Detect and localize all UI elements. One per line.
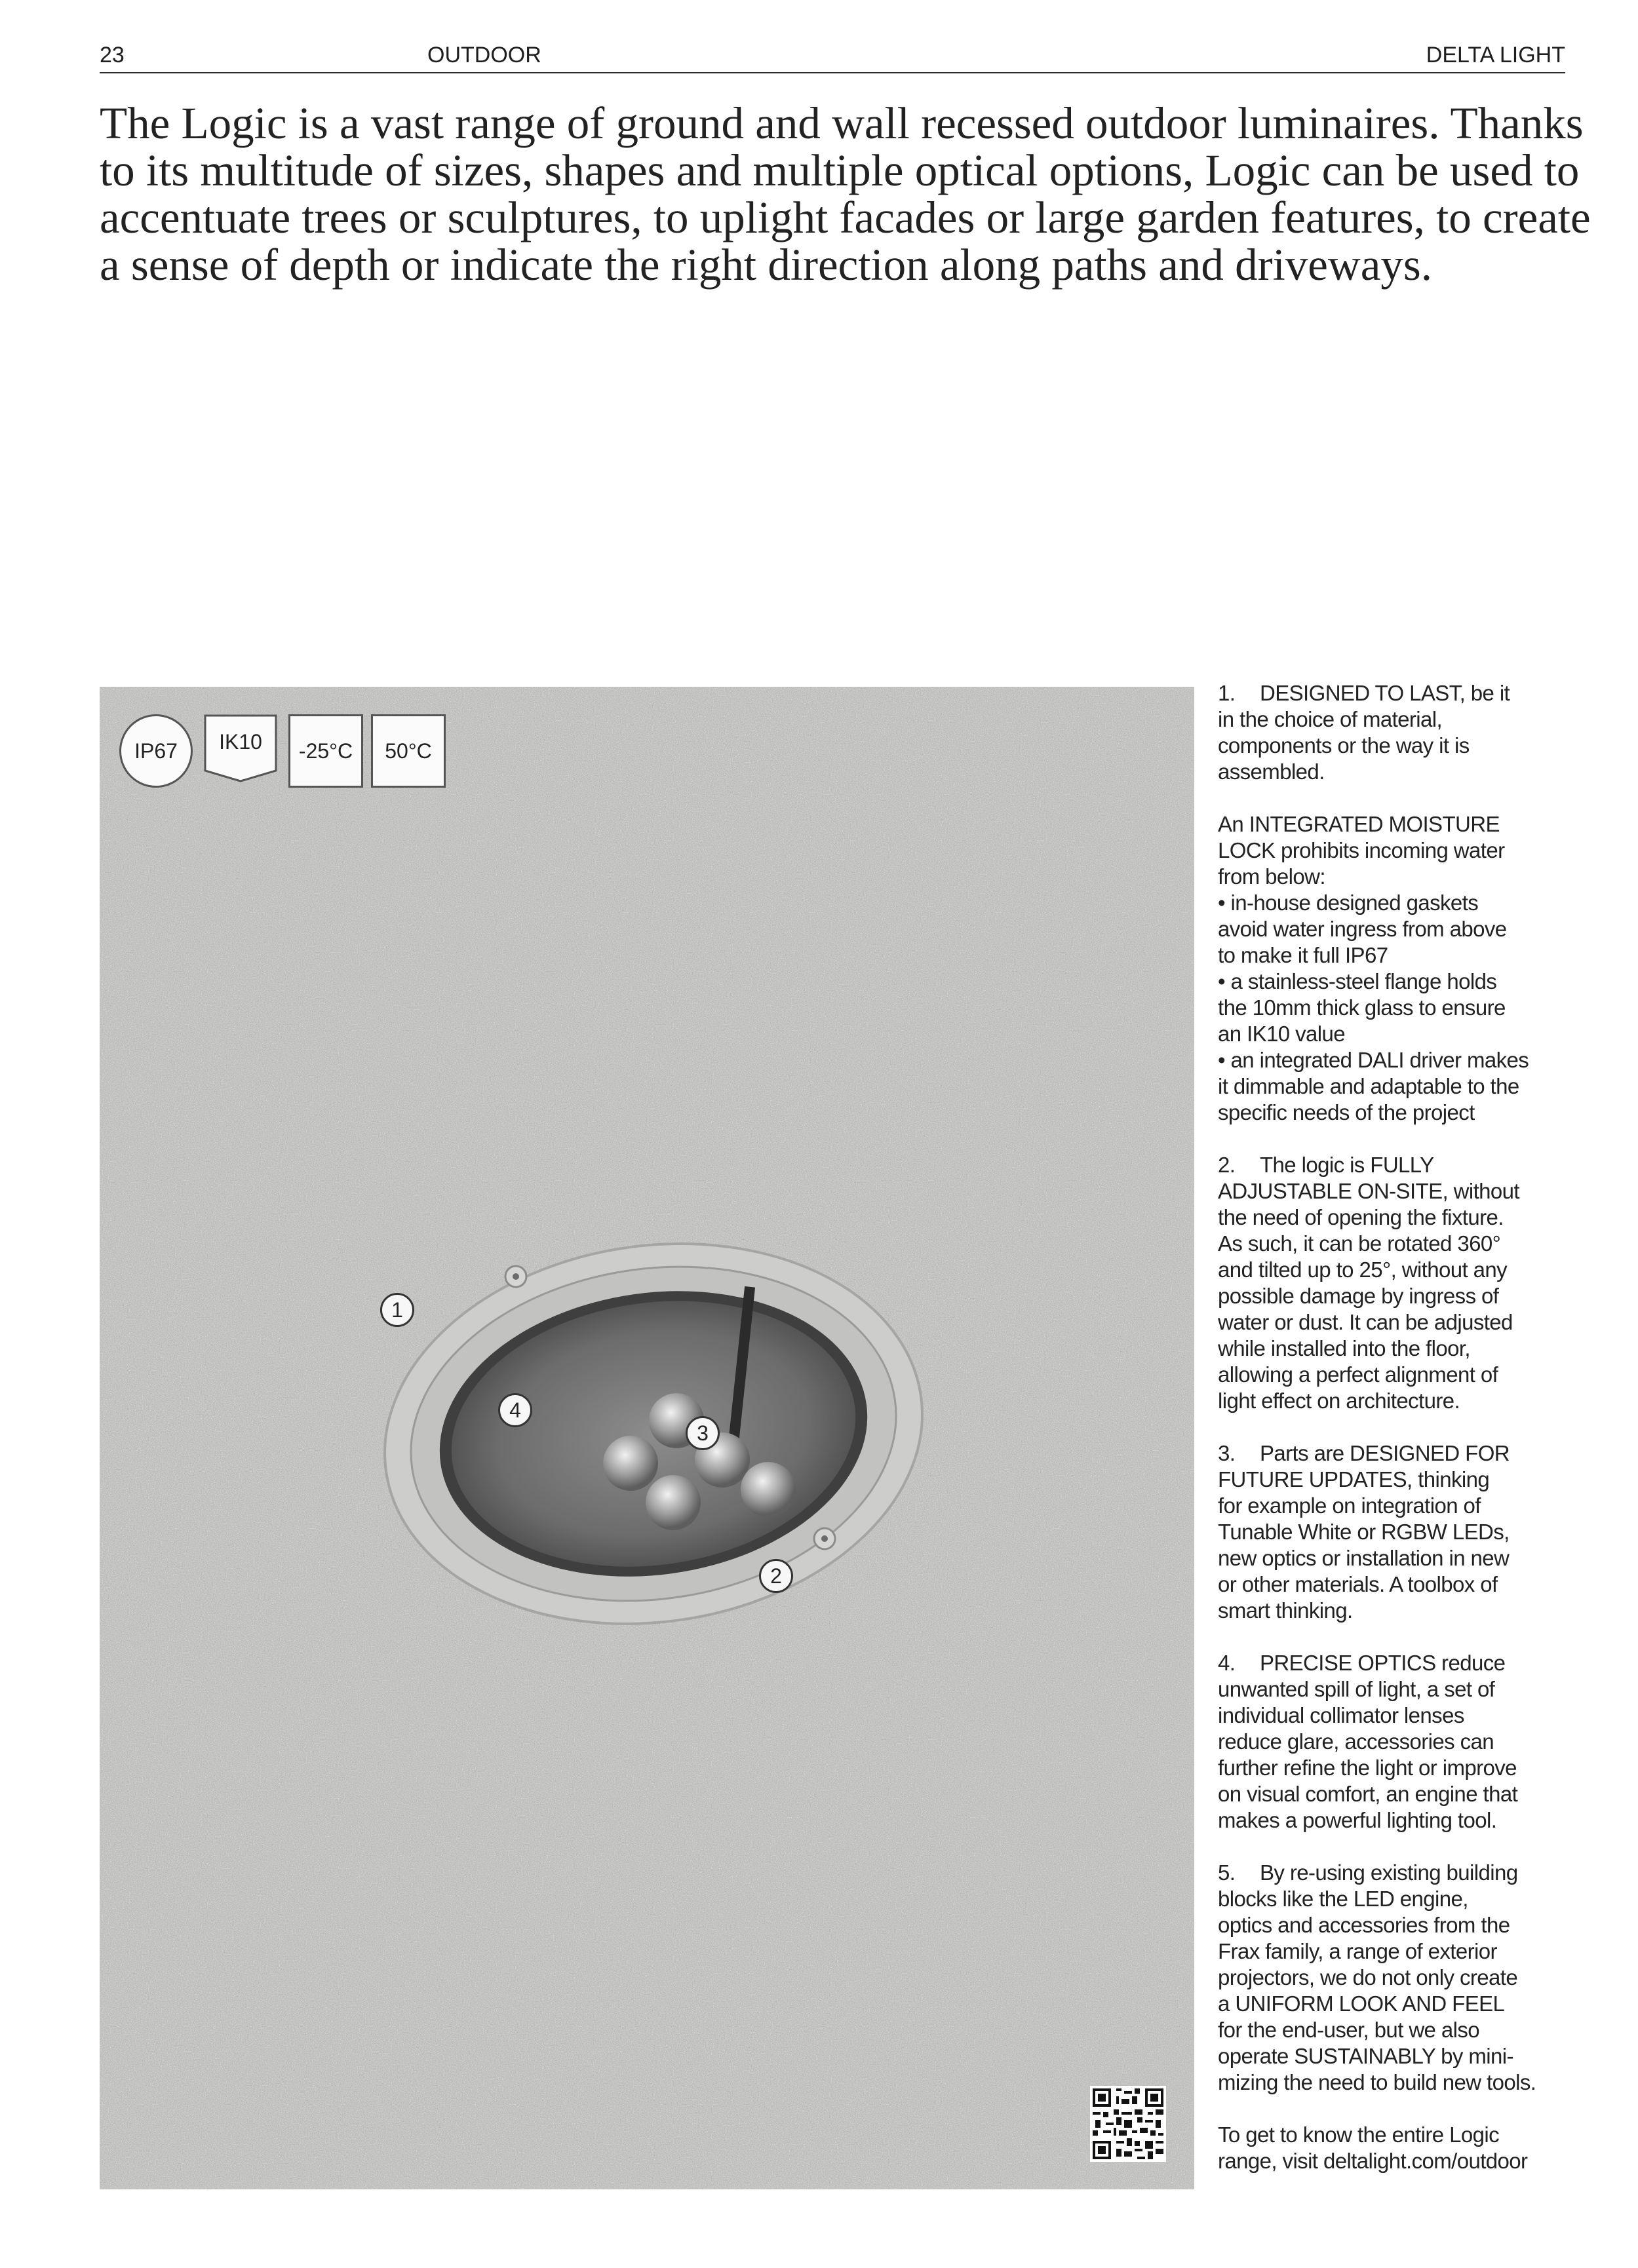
header-divider (100, 72, 1565, 73)
feature-text: By re-using existing building blocks like the LED engine, optics and accessories from the Frax family, a range of exterior projectors, we do not only create a UNIFORM LOOK AND FEEL for the end-user, but we also operate SUSTAINABLY by mini- mizing the need to build new tools. (1218, 1860, 1536, 2094)
intro-line: accentuate trees or sculptures, to uplight facades or large garden features, to create (100, 193, 1591, 242)
max-temperature-label: 50°C (385, 739, 432, 763)
min-temperature-badge (288, 714, 363, 788)
qr-code[interactable] (1090, 2086, 1166, 2162)
ip-rating-badge (119, 714, 193, 788)
feature-text: Parts are DESIGNED FOR FUTURE UPDATES, thinking for example on integration of Tunable White or RGBW LEDs, new optics or installation in new or other materials. A toolbox of smart thinking. (1218, 1441, 1510, 1623)
qr-code-icon (1090, 2086, 1166, 2162)
callout-1: 1 (380, 1293, 414, 1327)
feature-item (1218, 1860, 1572, 2096)
product-photo (100, 687, 1194, 2189)
feature-text: PRECISE OPTICS reduce unwanted spill of light, a set of individual collimator lenses reduce glare, accessories can further refine the light or improve on visual comfort, an engine that makes a powerful lighting tool. (1218, 1651, 1518, 1832)
page-number: 23 (100, 43, 125, 67)
intro-paragraph (100, 98, 1591, 290)
min-temperature-label: -25°C (298, 739, 353, 763)
feature-item (1218, 1650, 1572, 1834)
feature-number: 1. (1218, 681, 1236, 705)
max-temperature-badge (371, 714, 446, 788)
feature-number: 4. (1218, 1651, 1236, 1675)
intro-line: to its multitude of sizes, shapes and multiple optical options, Logic can be used to (100, 145, 1580, 195)
feature-item (1218, 1440, 1572, 1624)
intro-line: The Logic is a vast range of ground and wall recessed outdoor luminaires. Thanks (100, 98, 1584, 148)
section-label: OUTDOOR (427, 43, 541, 67)
feature-text: DESIGNED TO LAST, be it in the choice of material, components or the way it is assembled. (1218, 681, 1510, 784)
feature-text: An INTEGRATED MOISTURE LOCK prohibits incoming water from below: • in-house designed gaskets avoid water ingress from above to make it full IP67 • a stainless-steel flange holds the 10mm thick glass to ensure an IK10 value • an integrated DALI driver makes it dimmable and adaptable to the specific needs of the project (1218, 812, 1529, 1124)
feature-item (1218, 811, 1572, 1126)
intro-line: a sense of depth or indicate the right direction along paths and driveways. (100, 240, 1432, 290)
callout-3: 3 (686, 1416, 720, 1450)
callout-2: 2 (759, 1559, 793, 1593)
feature-item (1218, 680, 1572, 785)
feature-item (1218, 1152, 1572, 1414)
ik-rating-badge (204, 714, 277, 782)
ik-rating-label: IK10 (219, 729, 262, 754)
callout-4: 4 (498, 1393, 532, 1427)
website-text: To get to know the entire Logic range, visit deltalight.com/outdoor (1218, 2123, 1528, 2173)
feature-text: The logic is FULLY ADJUSTABLE ON-SITE, without the need of opening the fixture. As such, it can be rotated 360° and tilted up to 25°, without any possible damage by ingress of water or dust. It can be adjusted while installed into the floor, allowing a perfect alignment of light effect on architecture. (1218, 1153, 1519, 1413)
product-photo-illustration (100, 687, 1194, 2189)
feature-number: 2. (1218, 1153, 1236, 1177)
ip-rating-label: IP67 (134, 739, 178, 763)
brand-name: DELTA LIGHT (1426, 43, 1565, 67)
feature-number: 5. (1218, 1860, 1236, 1885)
website-note (1218, 2122, 1572, 2174)
feature-number: 3. (1218, 1441, 1236, 1465)
features-column (1218, 680, 1572, 2201)
